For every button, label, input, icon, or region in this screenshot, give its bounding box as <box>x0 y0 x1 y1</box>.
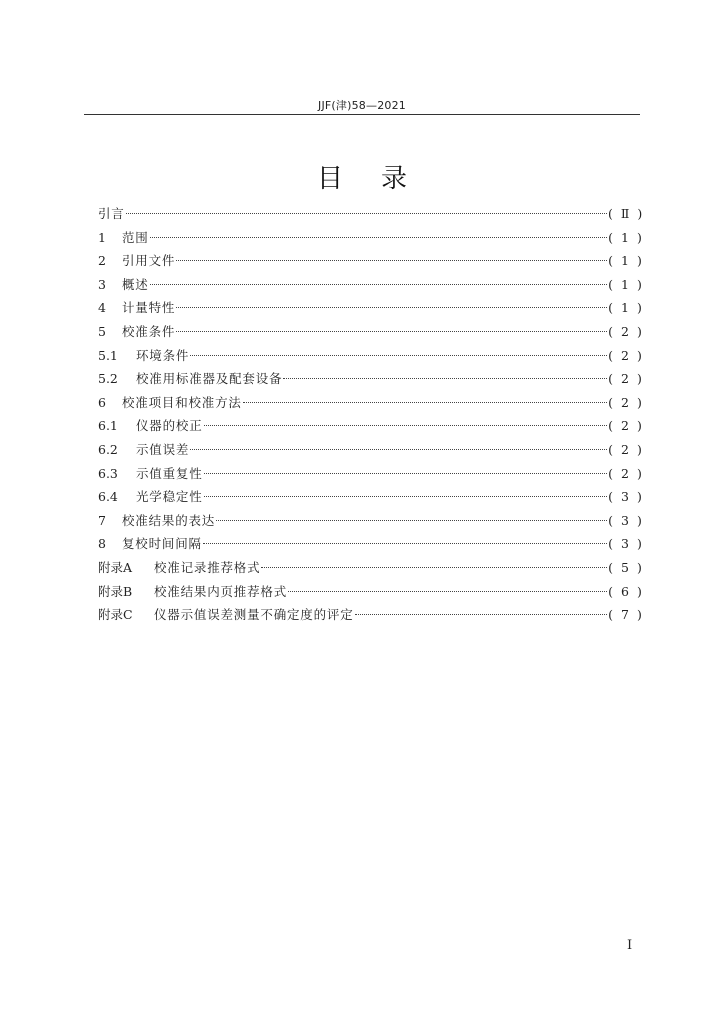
toc-entry-page: ( 3 ) <box>608 489 644 505</box>
page-number: I <box>627 938 633 953</box>
header-divider <box>84 114 640 115</box>
toc-entry-label: 仪器示值误差测量不确定度的评定 <box>154 607 354 623</box>
toc-entry-page: ( 2 ) <box>608 323 644 339</box>
toc-entry-number: 附录A <box>98 559 133 575</box>
dot-leader <box>204 496 607 497</box>
dot-leader <box>150 284 607 285</box>
toc-entry-number: 1 <box>98 229 106 245</box>
toc-entry-label: 引用文件 <box>122 253 176 269</box>
toc-entry-page: ( 1 ) <box>608 253 644 269</box>
toc-entry-page: ( 1 ) <box>608 300 644 316</box>
toc-entry-6-2[interactable] <box>98 440 644 464</box>
toc-entry-number: 4 <box>98 300 106 316</box>
toc-entry-5-1[interactable] <box>98 346 644 370</box>
dot-leader <box>150 237 607 238</box>
toc-entry-number: 6.3 <box>98 465 118 481</box>
dot-leader <box>190 355 607 356</box>
toc-entry-label: 示值误差 <box>136 441 190 457</box>
toc-entry-6[interactable] <box>98 393 644 417</box>
toc-entry-5-2[interactable] <box>98 369 644 393</box>
toc-entry-label: 校准用标准器及配套设备 <box>136 371 283 387</box>
dot-leader <box>216 520 607 521</box>
dot-leader <box>126 213 607 214</box>
toc-entry-number: 2 <box>98 253 106 269</box>
toc-entry-page: ( 1 ) <box>608 276 644 292</box>
toc-entry-1[interactable] <box>98 228 644 252</box>
toc-entry-page: ( 7 ) <box>608 607 644 623</box>
toc-entry-4[interactable] <box>98 298 644 322</box>
toc-entry-page: ( 2 ) <box>608 441 644 457</box>
toc-entry-label: 校准条件 <box>122 323 176 339</box>
dot-leader <box>203 543 607 544</box>
dot-leader <box>204 425 607 426</box>
toc-entry-number: 6.4 <box>98 489 118 505</box>
toc-entry-label: 仪器的校正 <box>136 418 203 434</box>
toc-entry-appendix-c[interactable] <box>98 605 644 629</box>
dot-leader <box>355 614 607 615</box>
toc-entry-page: ( 2 ) <box>608 347 644 363</box>
toc-entry-number: 5 <box>98 323 106 339</box>
toc-entry-2[interactable] <box>98 251 644 275</box>
toc-entry-page: ( 2 ) <box>608 418 644 434</box>
toc-entry-page: ( 6 ) <box>608 583 644 599</box>
dot-leader <box>204 473 607 474</box>
toc-entry-label: 光学稳定性 <box>136 489 203 505</box>
dot-leader <box>283 378 607 379</box>
toc-entry-appendix-b[interactable] <box>98 582 644 606</box>
toc-entry-label: 概述 <box>122 276 149 292</box>
toc-entry-8[interactable] <box>98 534 644 558</box>
toc-entry-number: 6.1 <box>98 418 118 434</box>
toc-entry-page: ( Ⅱ ) <box>608 206 645 221</box>
toc-entry-page: ( 2 ) <box>608 394 644 410</box>
toc-entry-number: 3 <box>98 276 106 292</box>
dot-leader <box>176 331 607 332</box>
page-title: 目录 <box>316 164 445 194</box>
toc-entry-label: 校准项目和校准方法 <box>122 394 242 410</box>
toc-entry-6-3[interactable] <box>98 464 644 488</box>
dot-leader <box>190 449 607 450</box>
toc-entry-label: 校准结果内页推荐格式 <box>154 583 288 599</box>
toc-entry-label: 范围 <box>122 229 149 245</box>
toc-entry-7[interactable] <box>98 511 644 535</box>
toc-entry-label: 计量特性 <box>122 300 176 316</box>
toc-entry-label: 引言 <box>98 206 125 221</box>
toc-entry-page: ( 1 ) <box>608 229 644 245</box>
toc-entry-number: 附录C <box>98 607 133 623</box>
toc-entry-number: 5.2 <box>98 371 118 387</box>
dot-leader <box>288 591 607 592</box>
toc-entry-appendix-a[interactable] <box>98 558 644 582</box>
toc-entry-3[interactable] <box>98 275 644 299</box>
toc-entry-page: ( 2 ) <box>608 371 644 387</box>
toc-entry-6-1[interactable] <box>98 416 644 440</box>
table-of-contents <box>98 204 644 629</box>
toc-entry-number: 8 <box>98 536 106 552</box>
dot-leader <box>243 402 607 403</box>
dot-leader <box>176 307 607 308</box>
toc-entry-introduction[interactable] <box>98 204 644 228</box>
toc-entry-5[interactable] <box>98 322 644 346</box>
toc-entry-number: 5.1 <box>98 347 118 363</box>
toc-entry-page: ( 5 ) <box>608 559 644 575</box>
dot-leader <box>261 567 607 568</box>
toc-entry-number: 附录B <box>98 583 133 599</box>
toc-entry-6-4[interactable] <box>98 487 644 511</box>
dot-leader <box>176 260 607 261</box>
toc-entry-page: ( 2 ) <box>608 465 644 481</box>
toc-entry-page: ( 3 ) <box>608 512 644 528</box>
toc-entry-label: 校准记录推荐格式 <box>154 559 261 575</box>
toc-entry-label: 环境条件 <box>136 347 190 363</box>
toc-entry-number: 6 <box>98 394 106 410</box>
toc-entry-label: 校准结果的表达 <box>122 512 216 528</box>
toc-entry-number: 6.2 <box>98 441 118 457</box>
toc-entry-number: 7 <box>98 512 106 528</box>
toc-entry-label: 示值重复性 <box>136 465 203 481</box>
toc-entry-page: ( 3 ) <box>608 536 644 552</box>
document-code-header: JJF(津)58—2021 <box>318 99 406 112</box>
toc-entry-label: 复校时间间隔 <box>122 536 202 552</box>
